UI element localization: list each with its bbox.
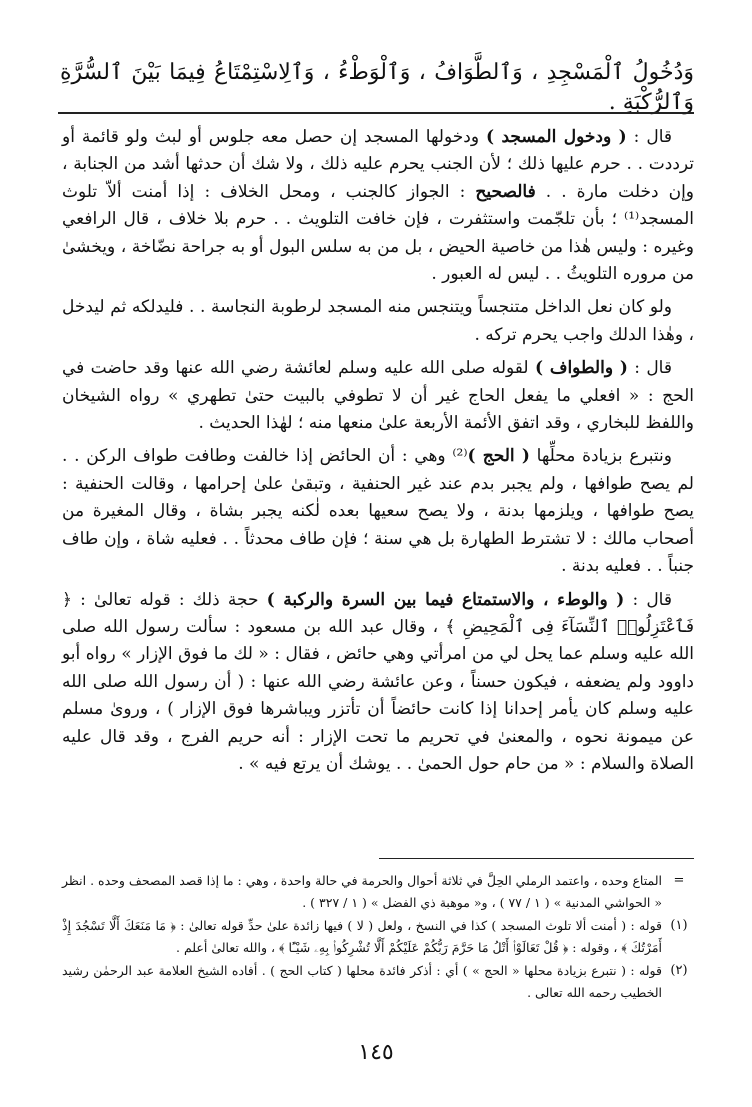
footnotes: [62, 870, 696, 1005]
paragraph-3: [62, 355, 694, 437]
paragraph-keyword: ( الحج ): [467, 446, 530, 467]
footnote-text: المتاع وحده ، واعتمد الرملي الحِلَّ في ثلاثة أحوال والحرمة في حالة واحدة ، وهي : ما إذا قصد المصحف وحده . انظر « الحواشي المدنية » ( ١ / ٧٧ ) ، و« موهبة ذي الفضل » ( ١ / ٣٢٧ ) .: [62, 873, 662, 910]
paragraph-1: [62, 124, 694, 288]
paragraph-4: [62, 443, 694, 580]
footnote-rule: [379, 858, 694, 859]
paragraph-keyword-2: فالصحيح: [475, 181, 536, 202]
paragraph-keyword: ( والوطء ، والاستمتاع فيما بين السرة والركبة ): [266, 589, 625, 610]
paragraph-text: ⁽²⁾ وهي : أن الحائض إذا خالفت وطافت طواف الركن . . لم يصح طوافها ، ولم يجبر بدم عند غير الحنفية ، وتبقىٰ علىٰ إحرامها ، وقالت الحنفية : يصح طوافها ، ويلزمها بدنة ، ولا يصح سعيها بعده لٰكنه يجبر بشاة ، وقال المغيرة من أصحاب مالك : لا تشترط الطهارة بل هي سنة ؛ فإن طاف محدثاً . . فعليه شاة ، وإن طاف جنباً . . فعليه بدنة .: [62, 446, 694, 577]
paragraph-lead: ونتبرع بزيادة محلِّها: [529, 446, 672, 467]
footnote-mark: (١): [670, 918, 688, 933]
paragraph-keyword: ( ودخول المسجد ): [485, 127, 627, 147]
paragraph-2: [62, 294, 694, 349]
paragraph-text: لقوله صلى الله عليه وسلم لعائشة رضي الله عنها وقد حاضت في الحج : « افعلي ما يفعل الحاج غير أن لا تطوفي بالبيت حتىٰ تطهري » رواه الشيخان واللفظ للبخاري ، وقد اتفق الأئمة الأربعة علىٰ منعها منه ؛ لهٰذا الحديث .: [62, 358, 694, 434]
footnote-1: [62, 915, 696, 959]
paragraph-text-2: : الجواز كالجنب ، ومحل الخلاف : إذا أمنت ألاّ تلوث المسجد⁽¹⁾ ؛ بأن تلجّمت واستثفرت ، فإن خافت التلويث . . حرم بلا خلاف ، قال الرافعي وغيره : وليس هٰذا من خاصية الحيض ، بل من به سلس البول أو به جراحة نضّاخة ، ويخشىٰ من مروره التلويثُ . . ليس له العبور .: [62, 181, 694, 285]
paragraph-text: ودخولها المسجد إن حصل معه جلوس أو لبث ولو قائمة أو ترددت . . حرم عليها ذلك ؛ لأن الجنب يحرم عليه ذلك ، ولا شك أن حدثها أشد من الجنابة ، وإن دخلت مارة . .: [62, 127, 695, 202]
footnote-mark: (٢): [670, 963, 688, 978]
paragraph-keyword: ( والطواف ): [534, 358, 628, 379]
paragraph-lead: قال :: [627, 358, 672, 379]
paragraph-lead: قال :: [626, 127, 672, 147]
commentary-body: [62, 124, 694, 784]
paragraph-text: حجة ذلك : قوله تعالىٰ : ﴿ فَٱعْتَزِلُوا۟ ٱلنِّسَآءَ فِى ٱلْمَحِيضِ ﴾ ، وقال عبد الله بن مسعود : سألت رسول الله صلى الله عليه وسلم عما يحل لي من امرأتي وهي حائض ، فقال : « لك ما فوق الإزار » رواه أبو داوود ولم يضعفه ، فيكون حسناً ، وعن عائشة رضي الله عنها : ( أن رسول الله صلى الله عليه وسلم كان يأمر إحدانا إذا كانت حائضاً أن تأتزر ويباشرها فوق الإزار ) ، وروىٰ مسلم عن ميمونة نحوه ، والمعنىٰ في تحريم ما تحت الإزار : أنه حريم الفرج ، وقد قال عليه الصلاة والسلام : « من حام حول الحمىٰ . . يوشك أن يرتع فيه » .: [62, 589, 694, 774]
paragraph-text: ولو كان نعل الداخل متنجساً ويتنجس منه المسجد لرطوبة النجاسة . . فليدلكه ثم ليدخل ، وهٰذا الدلك واجب يحرم تركه .: [62, 297, 694, 345]
header-rule: [58, 112, 694, 114]
matn-heading: وَدُخُولُ ٱلْمَسْجِدِ ، وَٱلطَّوَافُ ، وَٱلْوَطْءُ ، وَٱلِاسْتِمْتَاعُ فِيمَا بَيْنَ ٱلسُّرَّةِ وَٱلرُّكْبَةِ .: [60, 60, 694, 115]
paragraph-5: [62, 587, 694, 779]
page-number: ١٤٥: [358, 1040, 394, 1065]
footnote-mark: =: [673, 873, 685, 888]
footnote-text: قوله : ( أمنت ألا تلوث المسجد ) كذا في النسخ ، ولعل ( لا ) فيها زائدة علىٰ حدِّ قوله تعالىٰ : ﴿ مَا مَنَعَكَ أَلَّا تَسْجُدَ إِذْ أَمَرْتُكَ ﴾ ، وقوله : ﴿ قُلْ تَعَالَوْا۟ أَتْلُ مَا حَرَّمَ رَبُّكُمْ عَلَيْكُمْ أَلَّا تُشْرِكُوا۟ بِهِۦ شَيْـًٔا ﴾ ، والله تعالىٰ أعلم .: [62, 918, 662, 955]
footnote-2: [62, 960, 696, 1004]
footnote-text: قوله : ( نتبرع بزيادة محلها « الحج » ) أي : أذكر فائدة محلها ( كتاب الحج ) . أفاده الشيخ العلامة عبد الرحمٰن رشيد الخطيب رحمه الله تعالى .: [62, 963, 662, 1000]
footnote-continuation: [62, 870, 696, 914]
paragraph-lead: قال :: [624, 589, 672, 610]
